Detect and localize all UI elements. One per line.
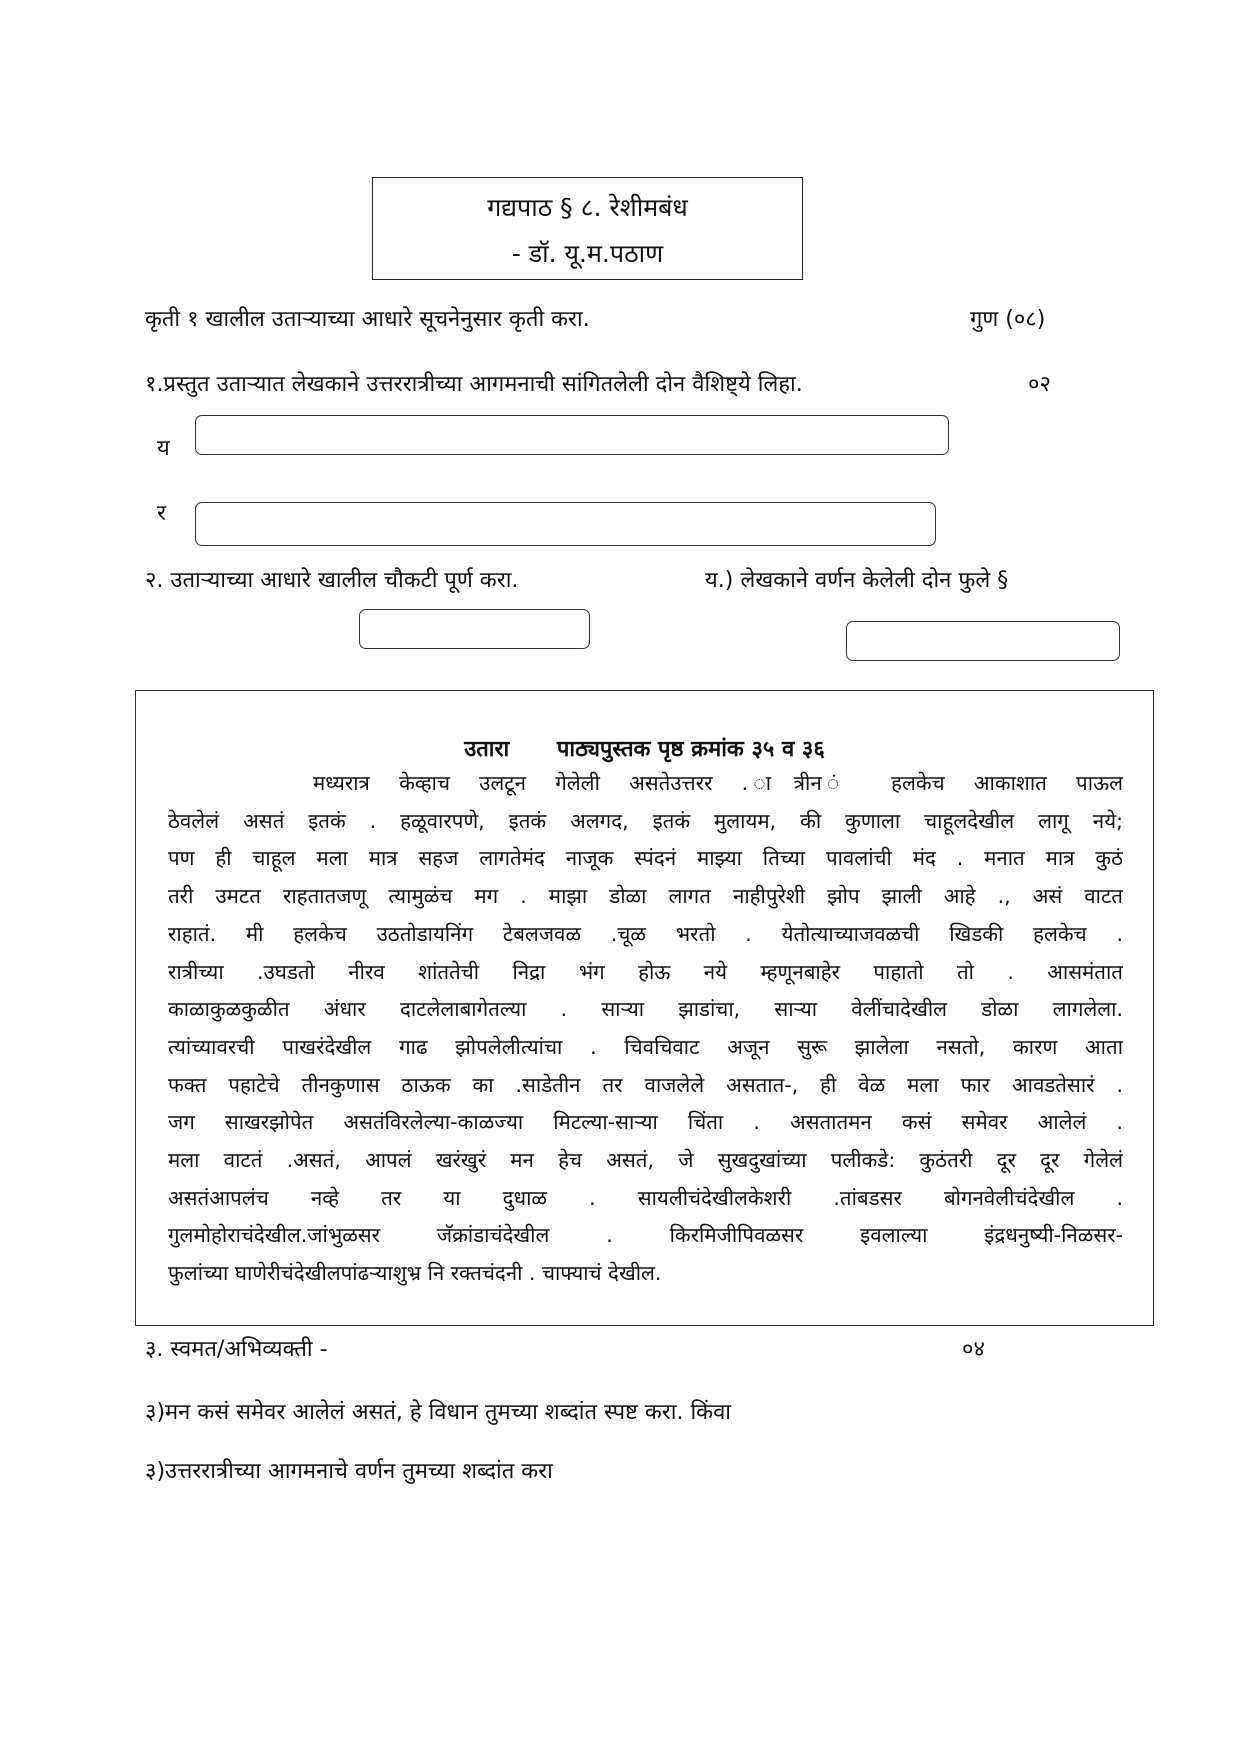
- flower-box-2[interactable]: [846, 621, 1120, 661]
- question-3-heading: ३. स्वमत/अभिव्यक्ती -: [145, 1337, 328, 1362]
- answer-box-a[interactable]: [195, 415, 949, 455]
- passage-line: राहातं. मी हलकेच उठतोडायनिंग टेबलजवळ .चूळ भरतो . येतोत्याच्याजवळची खिडकी हलकेच .: [168, 921, 1123, 946]
- question-2: २. उताऱ्याच्या आधारे खालील चौकटी पूर्ण करा.: [145, 568, 519, 593]
- passage-box: [135, 690, 1154, 1326]
- passage-line: पण ही चाहूल मला मात्र सहज लागतेमंद नाजूक स्पंदनं माझ्या तिच्या पावलांची मंद . मनात मात्र कुठं: [168, 846, 1123, 871]
- passage-body: [168, 765, 1123, 1293]
- passage-line: मध्यरात्र केव्हाच उलटून गेलेली असतेउत्तरर . ात्रीन ं हलकेच आकाशात पाऊल: [313, 771, 1123, 795]
- passage-line: जग साखरझोपेत असतंविरलेल्या-काळज्या मिटल्या-साऱ्या चिंता . असतातमन कसं समेवर आलेलं .: [168, 1110, 1123, 1135]
- answer-box-b[interactable]: [195, 502, 936, 546]
- passage-line: ठेवलेलं असतं इतकं . हळूवारपणे, इतकं अलगद, इतकं मुलायम, की कुणाला चाहूलदेखील लागू नये;: [168, 808, 1123, 833]
- passage-line: गुलमोहोराचंदेखील.जांभुळसर जॅक्रांडाचंदेखील . किरमिजीपिवळसर इवलाल्या इंद्रधनुष्यी-निळसर-: [168, 1223, 1123, 1248]
- activity-instruction: कृती १ खालील उताऱ्याच्या आधारे सूचनेनुसार कृती करा.: [145, 307, 590, 332]
- passage-line: रात्रीच्या .उघडतो नीरव शांततेची निद्रा भंग होऊ नये म्हणूनबाहेर पाहातो तो . आसमंतात: [168, 959, 1123, 984]
- flower-box-1[interactable]: [359, 609, 590, 649]
- question-3-marks: ०४: [962, 1337, 985, 1362]
- passage-line: त्यांच्यावरची पाखरंदेखील गाढ झोपलेलीत्यांचा . चिवचिवाट अजून सुरू झालेला नसतो, कारण आता: [168, 1034, 1123, 1059]
- question-3-option-1: ३)मन कसं समेवर आलेलं असतं, हे विधान तुमच्या शब्दांत स्पष्ट करा. किंवा: [145, 1400, 732, 1425]
- question-3-option-2: ३)उत्तररात्रीच्या आगमनाचे वर्णन तुमच्या शब्दांत करा: [145, 1459, 553, 1484]
- passage-line: मला वाटतं .असतं, आपलं खरंखुरं मन हेच असतं, जे सुखदुखांच्या पलीकडे: कुठंतरी दूर दूर गेलेलं: [168, 1148, 1123, 1173]
- question-1: १.प्रस्तुत उताऱ्यात लेखकाने उत्तररात्रीच्या आगमनाची सांगितलेली दोन वैशिष्ट्ये लिहा.: [145, 372, 803, 397]
- activity-marks: गुण (०८): [970, 307, 1046, 332]
- passage-heading: [136, 733, 1153, 763]
- lesson-author: - डॉ. यू.म.पठाण: [511, 239, 664, 268]
- lesson-title: गद्यपाठ § ८. रेशीमबंध: [487, 193, 688, 222]
- passage-line: फक्त पहाटेचे तीनकुणास ठाऊक का .साडेतीन तर वाजलेले असतात-, ही वेळ मला फार आवडतेसारं .: [168, 1072, 1123, 1097]
- answer-label-a: य: [157, 436, 170, 461]
- passage-heading-ref: पाठ्यपुस्तक पृष्ठ क्रमांक ३५ व ३६: [556, 737, 825, 762]
- passage-line: फुलांच्या घाणेरीचंदेखीलपांढऱ्याशुभ्र नि रक्तचंदनी . चाफ्याचं देखील.: [168, 1261, 662, 1286]
- question-2-sub-a: य.) लेखकाने वर्णन केलेली दोन फुले §: [705, 568, 1009, 593]
- passage-line: असतंआपलंच नव्हे तर या दुधाळ . सायलीचंदेखीलकेशरी .तांबडसर बोगनवेलीचंदेखील .: [168, 1185, 1123, 1210]
- title-box: [372, 177, 803, 280]
- passage-line: तरी उमटत राहतातजणू त्यामुळंच मग . माझा डोळा लागत नाहीपुरेशी झोप झाली आहे ., असं वाटत: [168, 884, 1123, 909]
- answer-label-b: र: [157, 501, 166, 526]
- passage-line: काळाकुळकुळीत अंधार दाटलेलाबागेतल्या . साऱ्या झाडांचा, साऱ्या वेलींचादेखील डोळा लागलेला.: [168, 997, 1123, 1022]
- passage-heading-label: उतारा: [464, 737, 510, 762]
- question-1-marks: ०२: [1028, 372, 1051, 397]
